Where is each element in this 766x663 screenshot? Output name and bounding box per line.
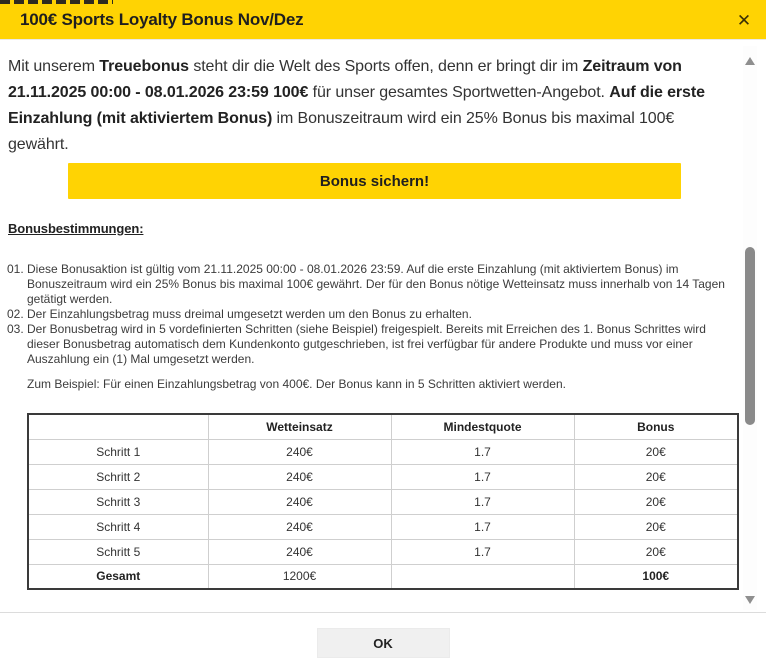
table-total-row <box>28 564 738 589</box>
intro-paragraph <box>8 54 724 158</box>
intro-bold-text: Auf die erste Einzahlung (mit aktiviertem Bonus) <box>8 84 705 127</box>
scrollbar-thumb[interactable] <box>745 247 755 425</box>
table-cell: Schritt 2 <box>28 464 208 489</box>
background-page-fragment <box>0 0 113 4</box>
table-cell: Gesamt <box>28 564 208 589</box>
terms-list <box>7 262 736 367</box>
intro-bold-text: Zeitraum von 21.11.2025 00:00 - 08.01.2026 23:59 100€ <box>8 58 682 101</box>
scroll-down-arrow[interactable] <box>743 594 757 606</box>
table-row <box>28 439 738 464</box>
triangle-up-icon <box>745 57 755 65</box>
terms-item-text: Der Bonusbetrag wird in 5 vordefinierten Schritten (siehe Beispiel) freigespielt. Bereits mit Erreichen des 1. Bonus Schrittes wird dieser Bonusbetrag automatisch dem Kundenkonto gutgeschrieben, ist frei verfügbar für andere Produkte und muss vor einer Auszahlung ein (1) Mal umgesetzt werden. <box>27 322 706 366</box>
table-cell: Schritt 5 <box>28 539 208 564</box>
terms-heading: Bonusbestimmungen: <box>8 221 144 236</box>
table-cell: 240€ <box>208 514 391 539</box>
modal-header <box>0 0 766 40</box>
modal-content <box>0 40 766 612</box>
table-header-cell <box>28 414 208 439</box>
example-note: Zum Beispiel: Für einen Einzahlungsbetrag von 400€. Der Bonus kann in 5 Schritten aktiviert werden. <box>27 377 566 391</box>
table-header-cell: Bonus <box>574 414 738 439</box>
table-cell: 240€ <box>208 539 391 564</box>
table-cell <box>391 564 574 589</box>
table-row <box>28 464 738 489</box>
table-cell: Schritt 1 <box>28 439 208 464</box>
terms-item <box>7 307 736 322</box>
intro-bold-text: Treuebonus <box>99 58 189 75</box>
terms-item <box>7 322 736 367</box>
table-header-cell: Wetteinsatz <box>208 414 391 439</box>
terms-item-text: Diese Bonusaktion ist gültig vom 21.11.2025 00:00 - 08.01.2026 23:59. Auf die erste Einzahlung (mit aktiviertem Bonus) im Bonuszeitraum wird ein 25% Bonus bis maximal 100€ gewährt. Der für den Bonus nötige Wetteinsatz muss innerhalb von 14 Tagen getätigt werden. <box>27 262 725 306</box>
table-header-row <box>28 414 738 439</box>
table-cell: 20€ <box>574 439 738 464</box>
table-cell: 20€ <box>574 489 738 514</box>
intro-text: Mit unserem <box>8 58 100 75</box>
close-button[interactable] <box>726 0 762 40</box>
terms-item-number: 01. <box>7 262 24 276</box>
scroll-up-arrow[interactable] <box>743 55 757 67</box>
table-header-cell: Mindestquote <box>391 414 574 439</box>
bonus-steps-table <box>27 413 739 590</box>
modal-title: 100€ Sports Loyalty Bonus Nov/Dez <box>20 9 304 29</box>
intro-text: für unser gesamtes Sportwetten-Angebot. <box>308 84 610 101</box>
terms-item-text: Der Einzahlungsbetrag muss dreimal umgesetzt werden um den Bonus zu erhalten. <box>27 307 472 321</box>
modal-footer <box>0 612 766 663</box>
table-cell: 1.7 <box>391 439 574 464</box>
bonus-sichern-button[interactable]: Bonus sichern! <box>68 163 681 199</box>
table-row <box>28 514 738 539</box>
table-row <box>28 539 738 564</box>
scrollbar[interactable] <box>743 46 757 610</box>
table-cell: 20€ <box>574 464 738 489</box>
table-cell: 20€ <box>574 539 738 564</box>
table-cell: 240€ <box>208 489 391 514</box>
close-icon: ✕ <box>736 10 752 30</box>
table-cell: Schritt 3 <box>28 489 208 514</box>
intro-text: im Bonuszeitraum wird ein 25% Bonus bis maximal 100€ gewährt. <box>8 110 675 153</box>
table-row <box>28 489 738 514</box>
table-cell: 1.7 <box>391 464 574 489</box>
ok-button[interactable]: OK <box>317 628 450 658</box>
table-cell: 20€ <box>574 514 738 539</box>
terms-item <box>7 262 736 307</box>
table-cell: 240€ <box>208 464 391 489</box>
intro-text: steht dir die Welt des Sports offen, denn er bringt dir im <box>188 58 583 75</box>
table-cell: 1.7 <box>391 539 574 564</box>
table-cell: 1.7 <box>391 514 574 539</box>
triangle-down-icon <box>745 596 755 604</box>
table-cell: 1.7 <box>391 489 574 514</box>
terms-item-number: 02. <box>7 307 24 321</box>
table-cell: 100€ <box>574 564 738 589</box>
table-cell: 1200€ <box>208 564 391 589</box>
terms-item-number: 03. <box>7 322 24 336</box>
table-cell: Schritt 4 <box>28 514 208 539</box>
table-cell: 240€ <box>208 439 391 464</box>
